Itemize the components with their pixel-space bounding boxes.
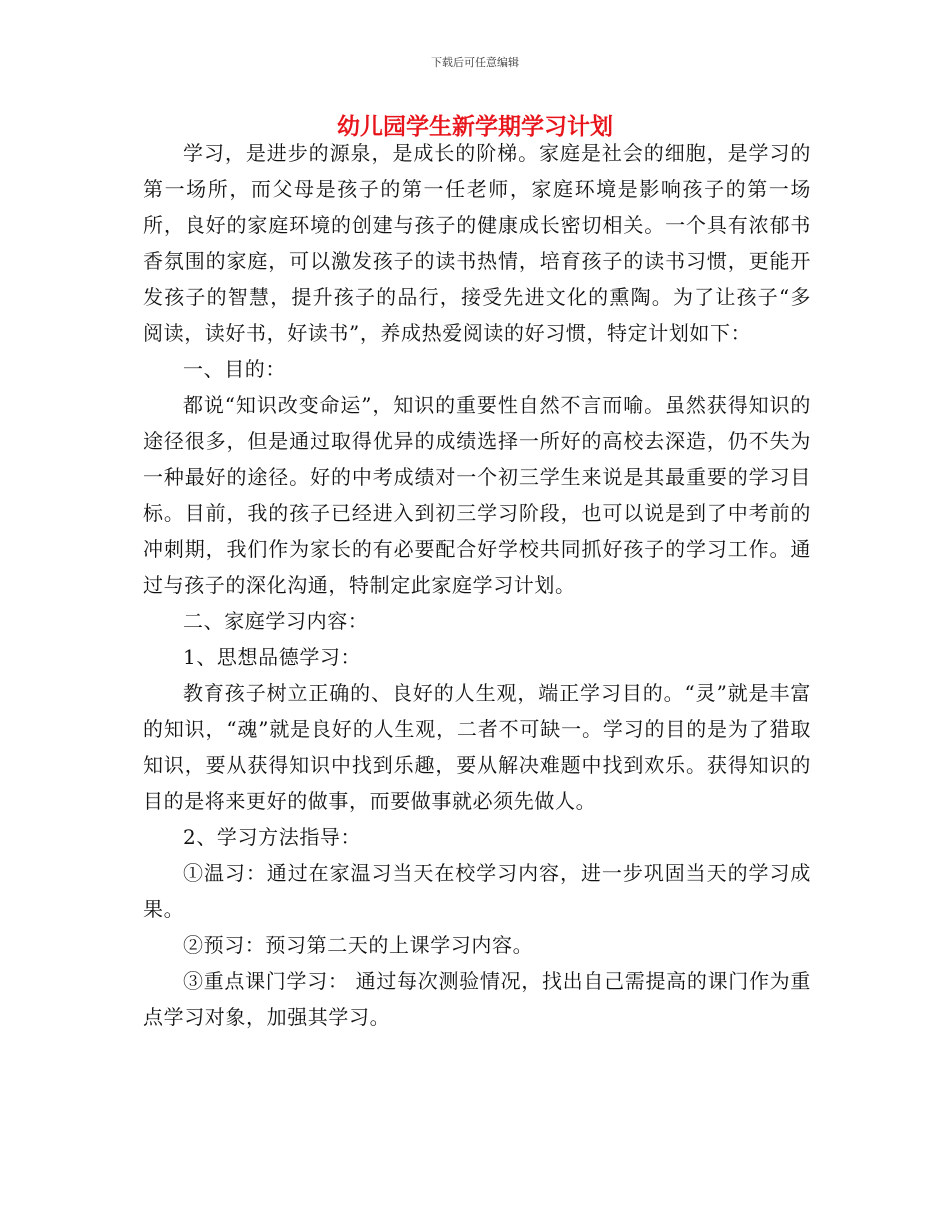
header-note: 下载后可任意编辑 (431, 56, 519, 69)
subheading-study-method: 2、学习方法指导： (183, 825, 362, 849)
document-body (143, 135, 811, 1035)
section-heading-content: 二、家庭学习内容： (183, 609, 369, 633)
section-heading-purpose: 一、目的： (183, 357, 286, 381)
moral-study-paragraph: 教育孩子树立正确的、良好的人生观，端正学习目的。“灵”就是丰富的知识，“魂”就是良好的人生观，二者不可缺一。学习的目的是为了猎取知识，要从获得知识中找到乐趣，要从解决难题中找到欢乐。获得知识的目的是将来更好的做事，而要做事就必须先做人。 (143, 681, 811, 813)
document-title: 幼儿园学生新学期学习计划 (337, 114, 613, 140)
subheading-moral-study: 1、思想品德学习： (183, 645, 362, 669)
intro-paragraph: 学习，是进步的源泉，是成长的阶梯。家庭是社会的细胞，是学习的第一场所，而父母是孩子的第一任老师，家庭环境是影响孩子的第一场所，良好的家庭环境的创建与孩子的健康成长密切相关。一个具有浓郁书香氛围的家庭，可以激发孩子的读书热情，培育孩子的读书习惯，更能开发孩子的智慧，提升孩子的品行，接受先进文化的熏陶。为了让孩子“多阅读，读好书，好读书”，养成热爱阅读的好习惯，特定计划如下： (143, 141, 811, 345)
list-item-key-subjects: ③重点课门学习： 通过每次测验情况，找出自己需提高的课门作为重点学习对象，加强其学习。 (143, 969, 811, 1029)
list-item-preview: ②预习：预习第二天的上课学习内容。 (183, 933, 534, 957)
purpose-paragraph: 都说“知识改变命运”，知识的重要性自然不言而喻。虽然获得知识的途径很多，但是通过取得优异的成绩选择一所好的高校去深造，仍不失为一种最好的途径。好的中考成绩对一个初三学生来说是其最重要的学习目标。目前，我的孩子已经进入到初三学习阶段，也可以说是到了中考前的冲刺期，我们作为家长的有必要配合好学校共同抓好孩子的学习工作。通过与孩子的深化沟通，特制定此家庭学习计划。 (143, 393, 811, 597)
list-item-review: ①温习：通过在家温习当天在校学习内容，进一步巩固当天的学习成果。 (143, 861, 811, 921)
